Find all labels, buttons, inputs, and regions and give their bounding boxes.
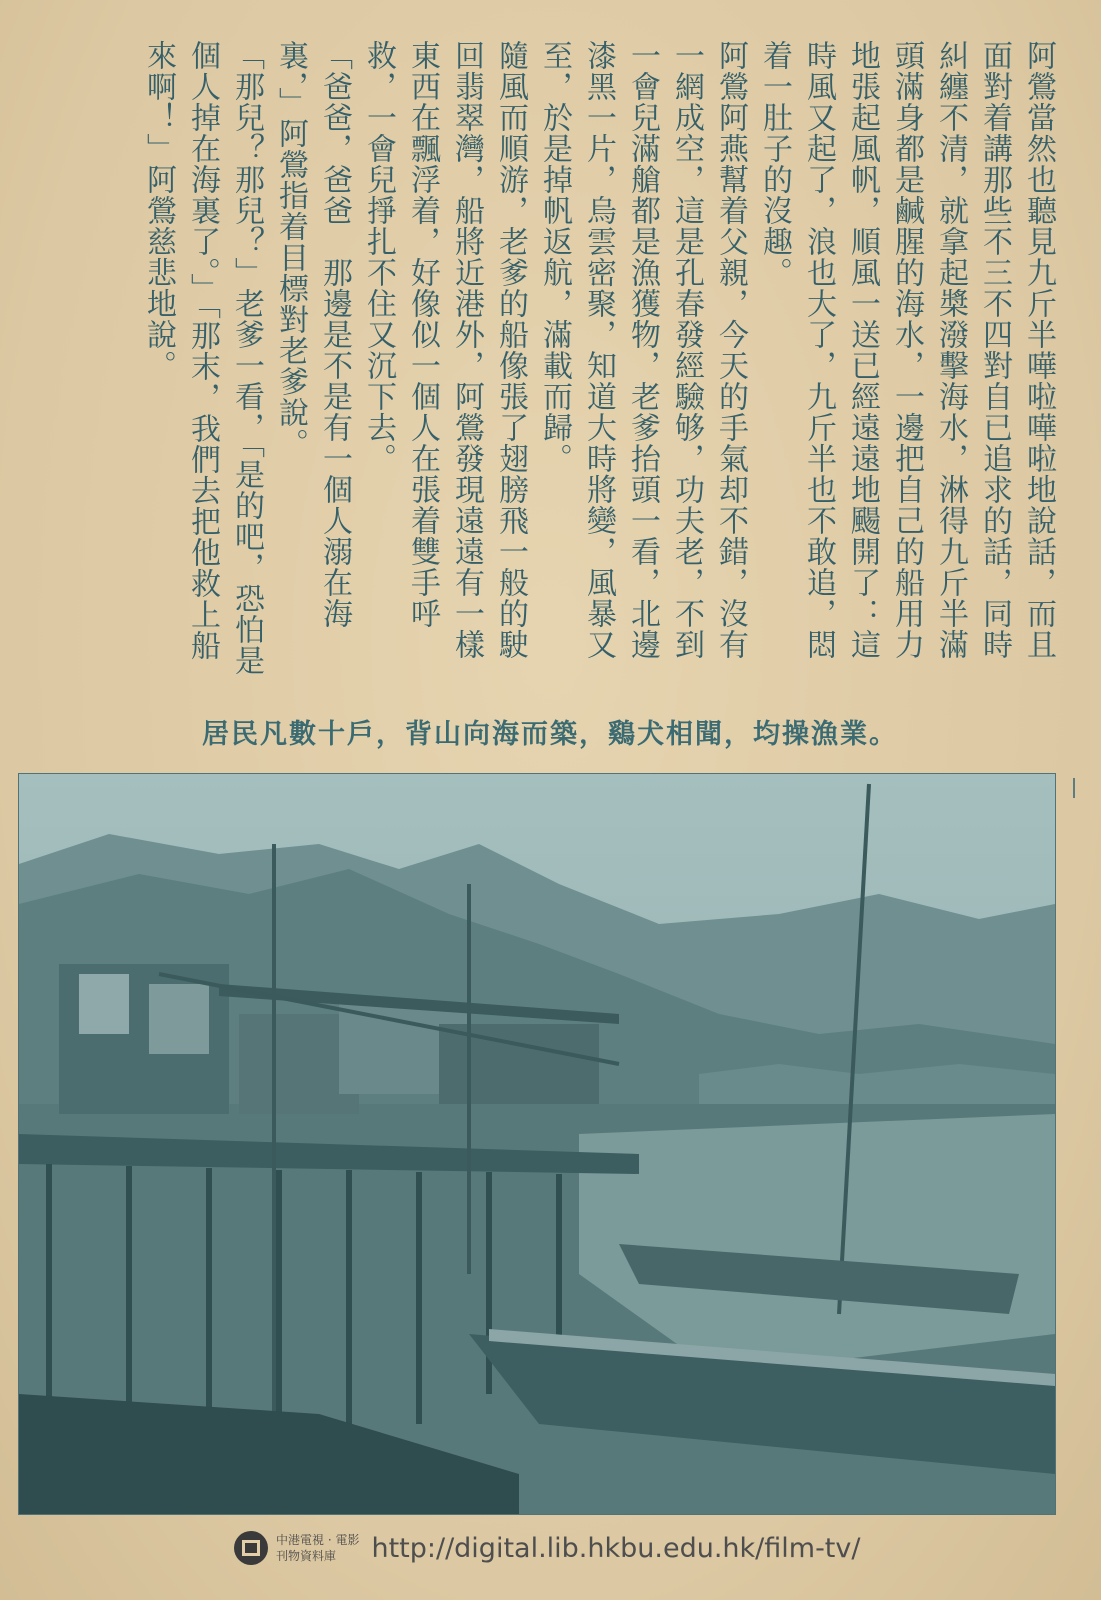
watermark-org-line2: 刊物資料庫	[276, 1549, 337, 1563]
article-text	[40, 40, 1060, 680]
paragraph-2: 阿鶯阿燕幫着父親，今天的手氣却不錯，沒有一網成空，這是孔春發經驗够，功夫老，不到一會兒滿艙都是漁獲物，老爹抬頭一看，北邊漆黑一片，烏雲密聚，知道大時將變，風暴又至，於是掉帆返航，滿載而歸。	[537, 40, 748, 660]
paragraph-4: 「爸爸，爸爸 那邊是不是有一個人溺在海裏，」阿鶯指着目標對老爹說。	[273, 40, 352, 629]
watermark-org-line1: 中港電視 · 電影	[276, 1533, 360, 1547]
watermark	[232, 1522, 872, 1574]
village-photo	[18, 773, 1056, 1515]
photo-caption: 居民凡數十戶，背山向海而築，鷄犬相聞，均操漁業。	[202, 719, 898, 750]
paragraph-1: 阿鶯當然也聽見九斤半嘩啦嘩啦地說話，而且面對着講那些不三不四對自已追求的話，同時糾纏不清，就拿起槳潑擊海水，淋得九斤半滿頭滿身都是鹹腥的海水，一邊把自己的船用力地張起風帆，順風一送已經遠遠地颺開了：這時風又起了，浪也大了，九斤半也不敢追，悶着一肚子的沒趣。	[757, 40, 1056, 660]
watermark-organization	[276, 1532, 359, 1564]
paragraph-3: 隨風而順游，老爹的船像張了翅膀飛一般的駛回翡翠灣，船將近港外，阿鶯發現遠遠有一樣東西在飄浮着，好像似一個人在張着雙手呼救，一會兒掙扎不住又沉下去。	[361, 40, 528, 660]
library-logo-icon	[232, 1529, 270, 1567]
paragraph-5: 「那兒？那兒？」老爹一看，「是的吧，恐怕是個人掉在海裏了。」「那末，我們去把他救上船來啊！」阿鶯慈悲地說。	[141, 40, 264, 676]
stilt-village-illustration	[19, 774, 1055, 1514]
watermark-url: http://digital.lib.hkbu.edu.hk/film-tv/	[371, 1532, 861, 1564]
margin-mark	[1073, 778, 1075, 798]
